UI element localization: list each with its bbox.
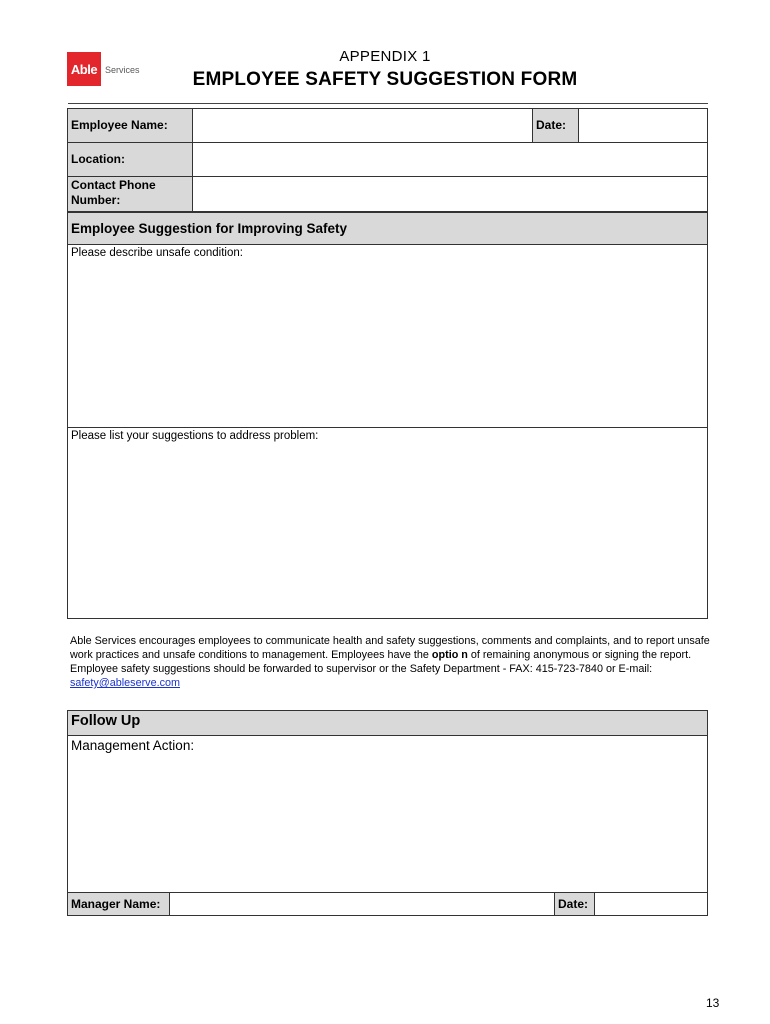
logo-subtitle: Services: [105, 65, 140, 75]
employee-name-field[interactable]: [192, 108, 533, 143]
suggestion-section-header: Employee Suggestion for Improving Safety: [67, 212, 708, 245]
contact-phone-label: [67, 176, 193, 212]
date-label: Date:: [532, 108, 579, 143]
notice-text-1: Able Services encourages employees to communicate health and safety suggestions, comments and complaints, and to report unsafe work practices and unsafe conditions to management. Employees have the: [70, 635, 710, 661]
suggestions-prompt: Please list your suggestions to address problem:: [71, 430, 319, 442]
notice-emphasis: optio n: [431, 649, 468, 661]
contact-phone-label-line2: Number:: [71, 193, 121, 207]
form-title: EMPLOYEE SAFETY SUGGESTION FORM: [192, 69, 578, 90]
follow-up-header: Follow Up: [67, 710, 708, 736]
date-field[interactable]: [578, 108, 708, 143]
safety-email-link[interactable]: safety@ableserve.com: [70, 677, 180, 689]
notice-paragraph: [70, 634, 710, 690]
contact-phone-field[interactable]: [192, 176, 708, 212]
followup-date-label: Date:: [554, 892, 595, 916]
management-action-area[interactable]: [67, 735, 708, 893]
manager-name-field[interactable]: [169, 892, 555, 916]
manager-name-label: Manager Name:: [67, 892, 170, 916]
notice-text-2: of remaining anonymous or signing the report. Employee safety suggestions should be forwarded to supervisor or the Safety Department - FAX: 415-723-7840 or E-mail:: [70, 649, 692, 675]
page-number: 13: [706, 996, 720, 1010]
able-logo: Able: [67, 52, 101, 86]
location-field[interactable]: [192, 142, 708, 177]
location-label: Location:: [67, 142, 193, 177]
suggestions-area[interactable]: [67, 427, 708, 619]
appendix-label: APPENDIX 1: [339, 48, 431, 65]
unsafe-condition-prompt: Please describe unsafe condition:: [71, 247, 243, 259]
employee-name-label: Employee Name:: [67, 108, 193, 143]
management-action-label: Management Action:: [71, 738, 195, 753]
title-divider: [68, 103, 708, 104]
unsafe-condition-area[interactable]: [67, 244, 708, 428]
contact-phone-label-line1: Contact Phone: [71, 178, 156, 192]
followup-date-field[interactable]: [594, 892, 708, 916]
